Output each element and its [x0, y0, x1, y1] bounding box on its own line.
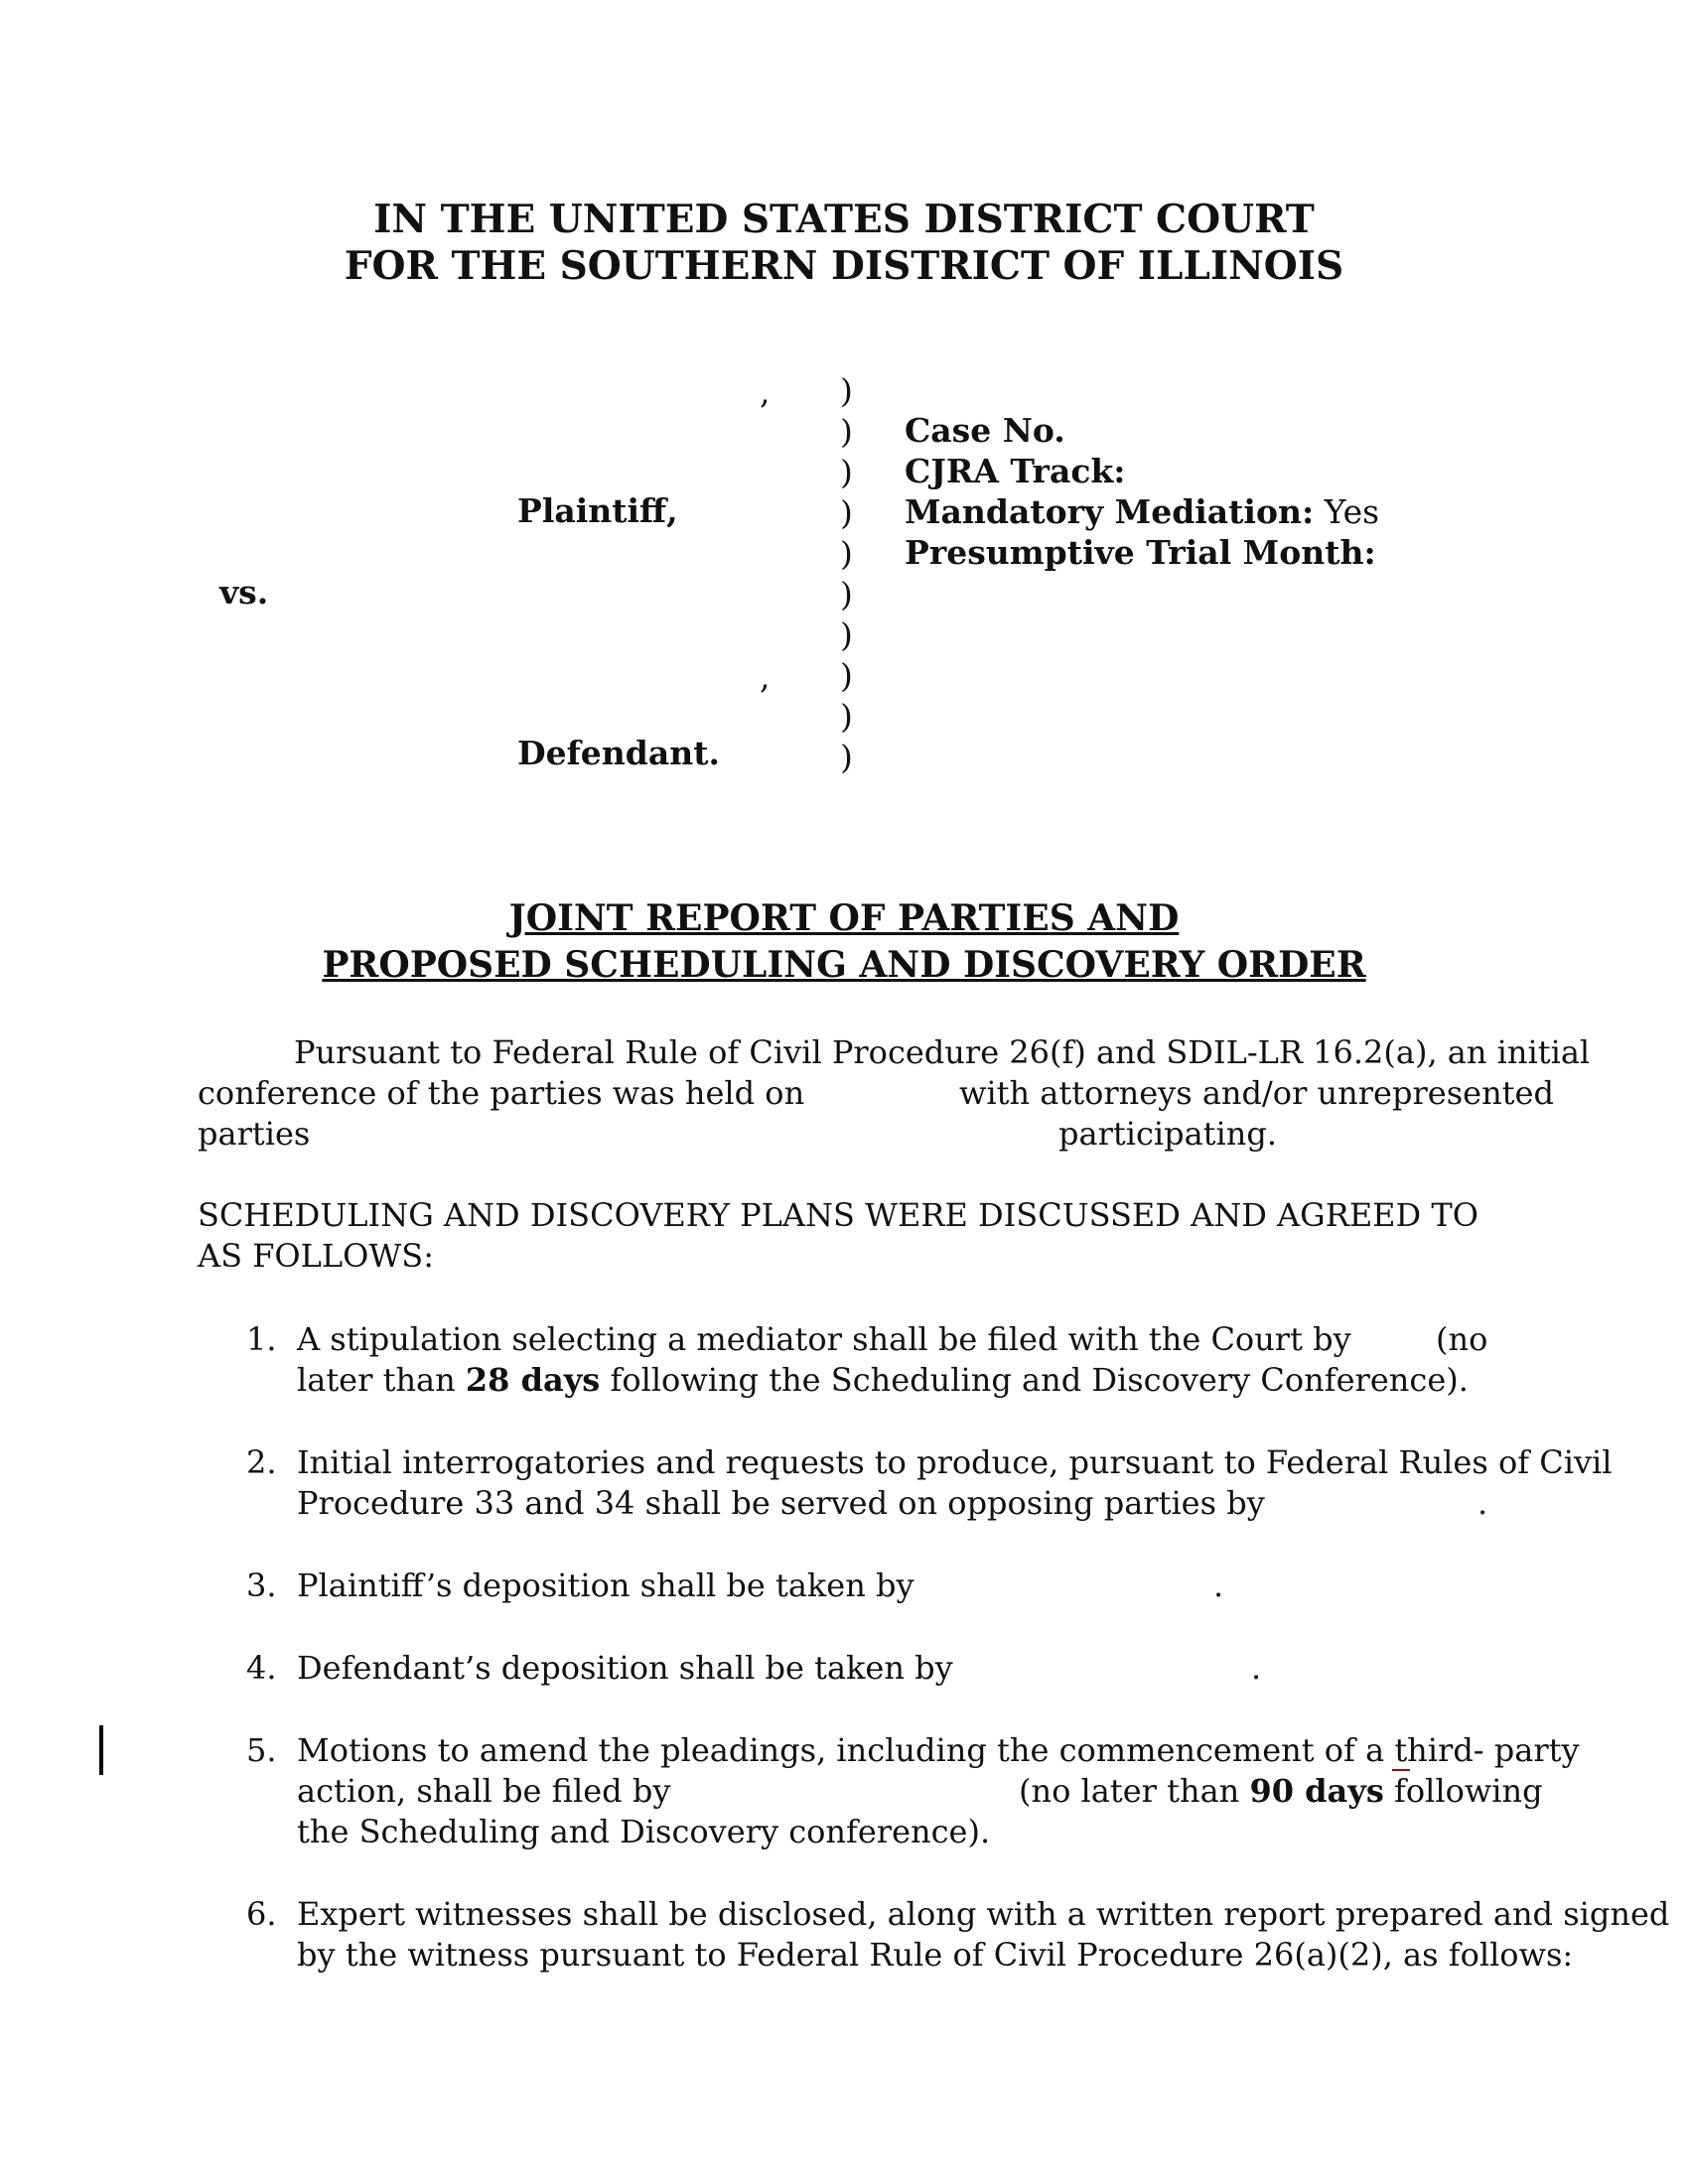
item6-line2: by the witness pursuant to Federal Rule of Civil Procedure 26(a)(2), as follows: — [297, 1936, 1574, 1974]
item1-line1-end: (no — [1436, 1320, 1488, 1358]
mandatory-mediation — [905, 492, 1379, 531]
item5-line2-end — [1019, 1772, 1543, 1810]
caption-paren: ) — [840, 493, 853, 532]
item5-line3: the Scheduling and Discovery conference). — [297, 1813, 991, 1850]
item4-period: . — [1251, 1649, 1262, 1687]
defendant-label: Defendant. — [517, 734, 720, 772]
item5-line2-following: following — [1383, 1772, 1543, 1810]
intro-line3-start: parties — [198, 1115, 311, 1153]
caption-paren: ) — [840, 738, 853, 776]
item1-line1: A stipulation selecting a mediator shall be filed with the Court by — [297, 1320, 1351, 1358]
presumptive-trial-month-label: Presumptive Trial Month: — [905, 533, 1376, 572]
caption-paren: ) — [840, 697, 853, 736]
agreed-line1: SCHEDULING AND DISCOVERY PLANS WERE DISCUSSED AND AGREED TO — [198, 1196, 1478, 1234]
item3-line1: Plaintiff’s deposition shall be taken by — [297, 1567, 914, 1604]
item-number: 6. — [246, 1895, 277, 1933]
caption-paren: ) — [840, 534, 853, 573]
case-no-label: Case No. — [905, 411, 1065, 450]
item1-line2-end: following the Scheduling and Discovery Conference). — [600, 1361, 1469, 1399]
plaintiff-label: Plaintiff, — [517, 491, 678, 530]
item6-line1: Expert witnesses shall be disclosed, along with a written report prepared and signed — [297, 1895, 1670, 1933]
intro-line2-end: with attorneys and/or unrepresented — [959, 1074, 1554, 1112]
mandatory-mediation-value: Yes — [1324, 492, 1380, 531]
item1-deadline-days: 28 days — [465, 1361, 601, 1399]
versus-label: vs. — [219, 573, 269, 612]
caption-paren: ) — [840, 371, 853, 410]
item5-deadline-days: 90 days — [1249, 1772, 1384, 1810]
court-name-line1: IN THE UNITED STATES DISTRICT COURT — [373, 197, 1315, 242]
item-number: 1. — [246, 1320, 277, 1358]
item4-line1: Defendant’s deposition shall be taken by — [297, 1649, 953, 1687]
document-title-line2: PROPOSED SCHEDULING AND DISCOVERY ORDER — [322, 944, 1366, 986]
item1-line2-start: later than — [297, 1361, 466, 1399]
intro-line1: Pursuant to Federal Rule of Civil Procedure 26(f) and SDIL-LR 16.2(a), an initial — [294, 1033, 1591, 1071]
caption-paren: ) — [840, 453, 853, 491]
item1-line2 — [297, 1361, 1469, 1399]
caption-paren: ) — [840, 656, 853, 695]
tracked-change-mark — [1392, 1769, 1410, 1771]
agreed-line2: AS FOLLOWS: — [198, 1237, 434, 1275]
item-number: 5. — [246, 1731, 277, 1769]
court-name-line2: FOR THE SOUTHERN DISTRICT OF ILLINOIS — [344, 243, 1344, 289]
caption-paren: ) — [840, 575, 853, 614]
item2-line1: Initial interrogatories and requests to produce, pursuant to Federal Rules of Civil — [297, 1443, 1613, 1481]
item5-line1: Motions to amend the pleadings, including the commencement of a third- party — [297, 1731, 1580, 1769]
intro-line2-start: conference of the parties was held on — [198, 1074, 805, 1112]
item3-period: . — [1213, 1567, 1224, 1604]
item5-line2-start: action, shall be filed by — [297, 1772, 671, 1810]
item-number: 3. — [246, 1567, 277, 1604]
caption-paren: ) — [840, 412, 853, 451]
item5-line2-paren: (no later than — [1019, 1772, 1250, 1810]
item-number: 2. — [246, 1443, 277, 1481]
cjra-track-label: CJRA Track: — [905, 452, 1126, 490]
mandatory-mediation-label: Mandatory Mediation: — [905, 492, 1315, 531]
defendant-name-comma: , — [760, 657, 771, 696]
intro-line3-end: participating. — [1058, 1115, 1278, 1153]
item2-line2: Procedure 33 and 34 shall be served on opposing parties by — [297, 1484, 1265, 1522]
item2-period: . — [1477, 1484, 1488, 1522]
plaintiff-name-comma: , — [760, 372, 771, 411]
caption-paren: ) — [840, 615, 853, 654]
document-title-line1: JOINT REPORT OF PARTIES AND — [508, 897, 1180, 939]
revision-bar — [99, 1725, 103, 1775]
item-number: 4. — [246, 1649, 277, 1687]
